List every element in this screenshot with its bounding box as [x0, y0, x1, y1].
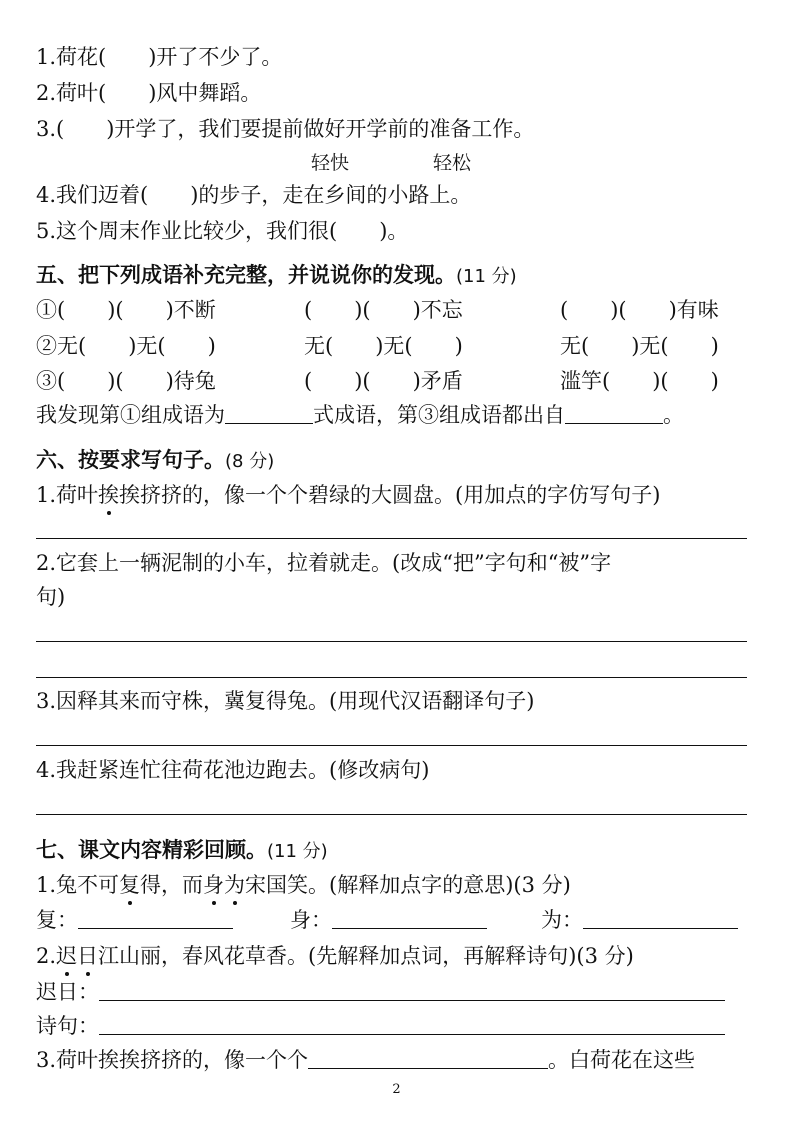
choice-word-1: 轻快 [311, 152, 350, 174]
label-shiju: 诗句： [36, 1014, 99, 1038]
idiom-1-3: ( )( )有味 [560, 298, 719, 322]
s7-q1-dotted-char-2: 身 [203, 873, 225, 897]
s7-q1 [36, 872, 571, 898]
answer-row-shen [290, 907, 487, 933]
blank-q3[interactable] [308, 1048, 548, 1069]
blank-wei[interactable] [583, 908, 738, 929]
answer-row-fu [36, 907, 233, 933]
s7-q2-dotted-char-1: 迟 [56, 944, 78, 968]
s6-q1-text-b: 挨挤挤的，像一个个碧绿的大圆盘。(用加点的字仿写句子) [119, 483, 661, 507]
q4-line-2: 2.荷叶( )风中舞蹈。 [36, 81, 262, 105]
label-shen: 身： [290, 908, 332, 932]
finding-text-a: 我发现第①组成语为 [36, 403, 225, 427]
s7-q2-text-b: 江山丽，春风花草香。(先解释加点词，再解释诗句)(3 分) [98, 944, 634, 968]
blank-chiri[interactable] [99, 980, 725, 1001]
label-wei: 为： [541, 908, 583, 932]
s6-q1-dotted-char: 挨 [98, 483, 120, 507]
finding-text-c: 。 [663, 403, 684, 427]
s7-q1-text-c: 宋国笑。(解释加点字的意思)(3 分) [245, 873, 571, 897]
answer-line[interactable] [36, 677, 747, 678]
finding-blank-1[interactable] [225, 403, 313, 424]
s6-q3: 3.因释其来而守株，冀复得兔。(用现代汉语翻译句子) [36, 689, 535, 713]
q4-line-5: 5.这个周末作业比较少，我们很( )。 [36, 219, 409, 243]
q4-line-1: 1.荷花( )开了不少了。 [36, 45, 283, 69]
s7-q3-text-a: 3.荷叶挨挨挤挤的，像一个个 [36, 1048, 309, 1072]
idiom-2-2: 无( )无( ) [304, 334, 463, 358]
idiom-2-1: ②无( )无( ) [36, 334, 216, 358]
s6-q4: 4.我赶紧连忙往荷花池边跑去。(修改病句) [36, 758, 430, 782]
s7-q1-dotted-char-3: 为 [224, 873, 246, 897]
section-7-title: 七、课文内容精彩回顾。 [36, 838, 267, 862]
q4-line-4: 4.我们迈着( )的步子，走在乡间的小路上。 [36, 183, 472, 207]
s6-q1-text-a: 1.荷叶 [36, 483, 99, 507]
s7-q2 [36, 943, 634, 969]
answer-row-wei [541, 907, 738, 933]
label-fu: 复： [36, 908, 78, 932]
section-6-heading [36, 447, 274, 475]
finding-text-b: 式成语，第③组成语都出自 [313, 403, 565, 427]
answer-line[interactable] [36, 538, 747, 539]
answer-line[interactable] [36, 641, 747, 642]
section-7-score: (11 分) [267, 841, 328, 862]
s7-q3 [36, 1047, 695, 1073]
section-5-heading [36, 262, 517, 290]
section-7-heading [36, 837, 328, 865]
s7-q1-dotted-char-1: 复 [119, 873, 141, 897]
idiom-3-1: ③( )( )待兔 [36, 369, 216, 393]
section-5-title: 五、把下列成语补充完整，并说说你的发现。 [36, 263, 456, 287]
section-6-score: (8 分) [225, 451, 275, 472]
idiom-3-2: ( )( )矛盾 [304, 369, 463, 393]
answer-line[interactable] [36, 814, 747, 815]
section-5-score: (11 分) [456, 266, 517, 287]
label-chiri: 迟日： [36, 980, 99, 1004]
page-number: 2 [392, 1082, 401, 1097]
s7-q2-text-a: 2. [36, 944, 57, 968]
blank-fu[interactable] [78, 908, 233, 929]
answer-row-chiri [36, 979, 725, 1005]
blank-shen[interactable] [332, 908, 487, 929]
idiom-2-3: 无( )无( ) [560, 334, 719, 358]
answer-line[interactable] [36, 745, 747, 746]
s7-q2-dotted-char-2: 日 [77, 944, 99, 968]
choice-word-2: 轻松 [433, 152, 472, 174]
finding-sentence [36, 402, 684, 428]
idiom-1-2: ( )( )不忘 [304, 298, 463, 322]
s7-q1-text-b: 得，而 [140, 873, 204, 897]
blank-shiju[interactable] [99, 1014, 725, 1035]
s7-q3-text-b: 。白荷花在这些 [548, 1048, 696, 1072]
s7-q1-text-a: 1.兔不可 [36, 873, 120, 897]
s6-q1 [36, 482, 660, 508]
idiom-3-3: 滥竽( )( ) [560, 369, 719, 393]
q4-line-3: 3.( )开学了，我们要提前做好开学前的准备工作。 [36, 117, 535, 141]
section-6-title: 六、按要求写句子。 [36, 448, 225, 472]
answer-row-shiju [36, 1013, 725, 1039]
finding-blank-2[interactable] [565, 403, 663, 424]
s6-q2: 2.它套上一辆泥制的小车，拉着就走。(改成“把”字句和“被”字 [36, 551, 612, 575]
s6-q2-cont: 句) [36, 585, 66, 609]
idiom-1-1: ①( )( )不断 [36, 298, 216, 322]
